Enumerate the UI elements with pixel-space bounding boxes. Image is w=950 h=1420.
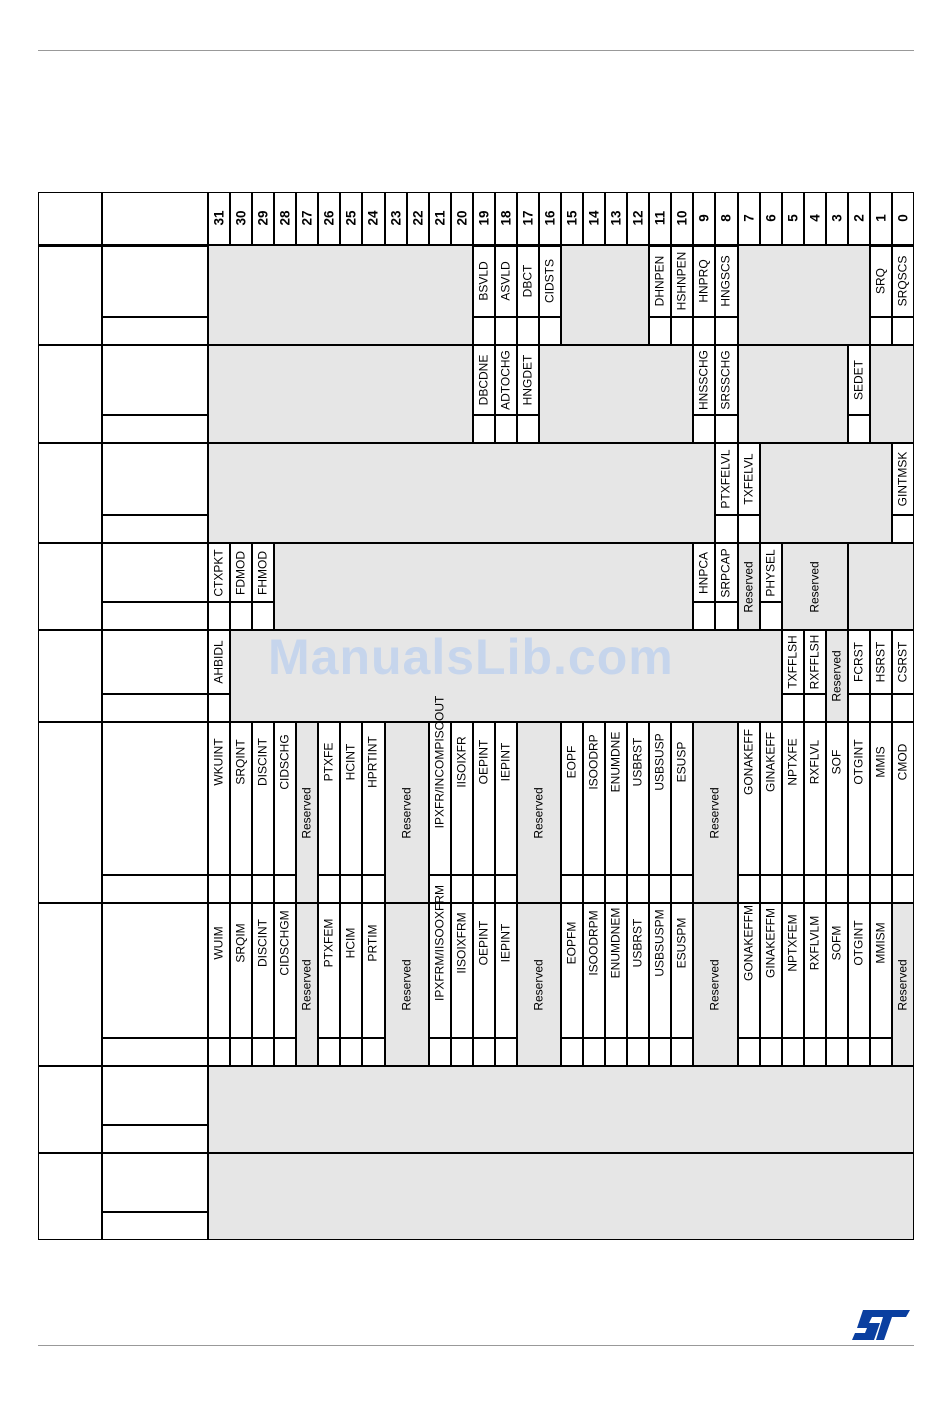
field-label: SOFM: [829, 925, 844, 961]
field-label: FHMOD: [255, 550, 270, 595]
field-label: PTXFEM: [321, 918, 336, 968]
reserved-area: [208, 345, 473, 443]
reserved-area: [870, 345, 914, 443]
field-label: SRQIM: [233, 923, 248, 963]
reset-value-cell: [517, 317, 539, 345]
reset-value-cell: [561, 875, 583, 903]
field-label: IEPINT: [498, 923, 513, 963]
field-label: Reserved: [531, 786, 546, 839]
reset-value-cell: [760, 1038, 782, 1066]
offset-cell: [38, 1153, 102, 1240]
field-label: Reserved: [707, 958, 722, 1011]
field-label: IPXFR/INCOMPISOOUT: [432, 695, 447, 829]
reset-value-cell: [208, 875, 230, 903]
bit-number: 3: [829, 214, 845, 222]
field-label: OEPINT: [476, 739, 491, 785]
field-label: WUIM: [211, 926, 226, 960]
field-label: PHYSEL: [763, 548, 778, 597]
bit-number: 25: [343, 210, 359, 226]
bit-number: 2: [851, 214, 867, 222]
bit-number: 8: [718, 214, 734, 222]
field-label: PTXFE: [321, 742, 336, 782]
reset-value-cell: [760, 602, 782, 630]
register-name-cell: [102, 543, 208, 602]
bit-number: 24: [365, 210, 381, 226]
field-label: CIDSCHG: [277, 734, 292, 790]
field-label: HCIM: [343, 927, 358, 959]
reset-value-label-cell: [102, 1038, 208, 1066]
offset-cell: [38, 722, 102, 903]
reset-value-cell: [495, 875, 517, 903]
field-label: SRQ: [873, 267, 888, 295]
bit-number: 11: [652, 210, 668, 226]
field-label: HSRST: [873, 641, 888, 683]
bit-number: 23: [388, 210, 404, 226]
field-label: GINAKEFF: [763, 731, 778, 793]
reset-value-cell: [495, 1038, 517, 1066]
reset-value-cell: [649, 317, 671, 345]
field-label: GONAKEFF: [741, 728, 756, 796]
field-label: USBRST: [630, 737, 645, 787]
reset-value-cell: [671, 317, 693, 345]
field-label: CTXPKT: [211, 548, 226, 597]
reset-value-label-cell: [102, 875, 208, 903]
field-label: USBRST: [630, 918, 645, 968]
reset-value-cell: [230, 602, 252, 630]
bit-number: 20: [454, 210, 470, 226]
bit-number: 30: [233, 210, 249, 226]
reserved-area: [208, 245, 473, 345]
bit-number: 4: [807, 214, 823, 222]
reset-value-cell: [804, 875, 826, 903]
reset-value-label-cell: [102, 1212, 208, 1240]
reset-value-cell: [473, 415, 495, 443]
reset-value-cell: [473, 1038, 495, 1066]
register-header-cell: [102, 192, 208, 245]
reset-value-cell: [892, 694, 914, 722]
reset-value-cell: [715, 415, 737, 443]
field-label: IISOIXFR: [454, 736, 469, 788]
field-label: FCRST: [851, 642, 866, 682]
field-label: TXFELVL: [741, 453, 756, 505]
field-label: ENUMDNE: [608, 731, 623, 793]
offset-cell: [38, 630, 102, 722]
reset-value-cell: [517, 415, 539, 443]
reset-value-cell: [495, 317, 517, 345]
field-label: SRQINT: [233, 739, 248, 785]
field-label: ISOODRP: [586, 734, 601, 790]
field-label: SRQSCS: [895, 255, 910, 307]
reset-value-cell: [715, 317, 737, 345]
reset-value-cell: [649, 875, 671, 903]
bit-number: 28: [277, 210, 293, 226]
reset-value-cell: [627, 875, 649, 903]
reset-value-cell: [318, 1038, 340, 1066]
reset-value-cell: [539, 317, 561, 345]
reset-value-cell: [274, 1038, 296, 1066]
reserved-area: [848, 543, 914, 630]
field-label: ADTOCHG: [498, 350, 513, 410]
reserved-area: [539, 345, 693, 443]
reset-value-cell: [340, 875, 362, 903]
field-label: OTGINT: [851, 920, 866, 966]
reset-value-cell: [760, 875, 782, 903]
reset-value-cell: [671, 1038, 693, 1066]
field-label: Reserved: [895, 958, 910, 1011]
field-label: HNPRQ: [696, 259, 711, 303]
reset-value-cell: [605, 1038, 627, 1066]
register-name-cell: [102, 345, 208, 415]
reset-value-cell: [561, 1038, 583, 1066]
bit-number: 7: [741, 214, 757, 222]
reset-value-cell: [782, 1038, 804, 1066]
bit-number: 5: [785, 214, 801, 222]
reset-value-cell: [870, 1038, 892, 1066]
bit-number: 12: [630, 210, 646, 226]
reset-value-cell: [738, 1038, 760, 1066]
reset-value-cell: [693, 317, 715, 345]
field-label: IPXFRM/IISOOXFRM: [432, 884, 447, 1002]
reset-value-cell: [892, 515, 914, 543]
offset-cell: [38, 903, 102, 1066]
field-label: EOPF: [564, 745, 579, 779]
reset-value-cell: [738, 515, 760, 543]
field-label: RXFFLSH: [807, 634, 822, 690]
reset-value-cell: [208, 602, 230, 630]
reset-value-cell: [208, 1038, 230, 1066]
offset-header-cell: [38, 192, 102, 245]
field-label: CIDSTS: [542, 258, 557, 304]
field-label: Reserved: [707, 786, 722, 839]
field-label: DBCT: [520, 264, 535, 298]
field-label: BSVLD: [476, 261, 491, 301]
reset-value-cell: [583, 875, 605, 903]
reset-value-label-cell: [102, 317, 208, 345]
reserved-area: [208, 1066, 914, 1153]
field-label: Reserved: [807, 560, 822, 613]
bit-number: 6: [763, 214, 779, 222]
reset-value-cell: [826, 875, 848, 903]
field-label: ENUMDNEM: [608, 907, 623, 979]
reserved-area: [561, 245, 649, 345]
field-label: HNSSCHG: [696, 349, 711, 411]
field-label: USBSUSP: [652, 733, 667, 791]
register-name-cell: [102, 443, 208, 515]
bit-number: 13: [608, 210, 624, 226]
field-label: Reserved: [829, 650, 844, 702]
field-label: HPRTINT: [365, 736, 380, 788]
field-label: Reserved: [399, 958, 414, 1011]
register-field: [340, 903, 362, 1038]
field-label: SOF: [829, 749, 844, 775]
offset-cell: [38, 245, 102, 345]
reset-value-cell: [605, 875, 627, 903]
bit-number: 1: [873, 214, 889, 222]
bit-number: 17: [520, 210, 536, 226]
reset-value-cell: [870, 694, 892, 722]
field-label: Reserved: [299, 958, 314, 1011]
field-label: FDMOD: [233, 550, 248, 595]
bit-number: 19: [476, 210, 492, 226]
register-field: [826, 903, 848, 1038]
reserved-area: [208, 443, 715, 543]
field-label: IEPINT: [498, 742, 513, 782]
field-label: RXFLVLM: [807, 915, 822, 971]
bit-number: 15: [564, 210, 580, 226]
field-label: OTGINT: [851, 739, 866, 785]
reset-value-cell: [782, 694, 804, 722]
field-label: GONAKEFFM: [741, 904, 756, 982]
field-label: SRPCAP: [718, 547, 733, 598]
reset-value-cell: [429, 1038, 451, 1066]
field-label: HSHNPEN: [674, 251, 689, 311]
reset-value-cell: [340, 1038, 362, 1066]
field-label: TXFFLSH: [785, 635, 800, 689]
field-label: EOPFM: [564, 921, 579, 965]
reset-value-cell: [362, 875, 384, 903]
field-label: AHBIDL: [211, 640, 226, 684]
register-name-cell: [102, 1066, 208, 1125]
reset-value-cell: [671, 875, 693, 903]
field-label: Reserved: [299, 786, 314, 839]
reset-value-cell: [826, 1038, 848, 1066]
field-label: GINAKEFFM: [763, 907, 778, 979]
field-label: DHNPEN: [652, 255, 667, 307]
reset-value-cell: [230, 875, 252, 903]
register-field: [870, 722, 892, 875]
field-label: IISOIXFRM: [454, 912, 469, 974]
field-label: DBCDNE: [476, 354, 491, 406]
reserved-area: [738, 245, 870, 345]
field-label: Reserved: [741, 560, 756, 613]
bit-number: 22: [410, 210, 426, 226]
reset-value-cell: [252, 602, 274, 630]
bit-number: 26: [321, 210, 337, 226]
register-name-cell: [102, 722, 208, 875]
field-label: PTXFELVL: [718, 449, 733, 509]
bit-number: 9: [696, 214, 712, 222]
reset-value-label-cell: [102, 602, 208, 630]
reset-value-cell: [804, 1038, 826, 1066]
reset-value-cell: [252, 1038, 274, 1066]
bit-number: 0: [895, 214, 911, 222]
bit-number: 27: [299, 210, 315, 226]
reset-value-cell: [892, 875, 914, 903]
reserved-area: [760, 443, 892, 543]
reset-value-cell: [473, 317, 495, 345]
st-logo-icon: [852, 1308, 912, 1342]
bit-number: 31: [211, 210, 227, 226]
field-label: RXFLVL: [807, 739, 822, 785]
bit-number: 18: [498, 210, 514, 226]
field-label: CSRST: [895, 641, 910, 683]
field-label: ESUSP: [674, 741, 689, 783]
reset-value-cell: [693, 415, 715, 443]
bit-number: 10: [674, 210, 690, 226]
field-label: MMISM: [873, 922, 888, 964]
offset-cell: [38, 345, 102, 443]
reset-value-cell: [848, 1038, 870, 1066]
reset-value-label-cell: [102, 1125, 208, 1153]
field-label: MMIS: [873, 746, 888, 778]
reset-value-cell: [715, 602, 737, 630]
field-label: CMOD: [895, 743, 910, 781]
field-label: HNPCA: [696, 551, 711, 594]
field-label: DISCINT: [255, 738, 270, 786]
reset-value-cell: [804, 694, 826, 722]
reset-value-label-cell: [102, 515, 208, 543]
reset-value-cell: [649, 1038, 671, 1066]
reset-value-cell: [870, 317, 892, 345]
field-label: HCINT: [343, 743, 358, 781]
reset-value-cell: [848, 694, 870, 722]
reset-value-label-cell: [102, 415, 208, 443]
reset-value-cell: [495, 415, 517, 443]
register-field: [362, 903, 384, 1038]
bit-number: 14: [586, 210, 602, 226]
reset-value-cell: [362, 1038, 384, 1066]
field-label: USBSUSPM: [652, 909, 667, 977]
field-label: DISCINT: [255, 919, 270, 967]
reserved-area: [274, 543, 693, 630]
register-name-cell: [102, 903, 208, 1038]
field-label: HNGSCS: [718, 255, 733, 307]
reset-value-cell: [738, 875, 760, 903]
field-label: WKUINT: [211, 738, 226, 786]
register-field: [826, 722, 848, 875]
field-label: OEPINT: [476, 920, 491, 966]
field-label: ASVLD: [498, 261, 513, 301]
reset-value-cell: [451, 875, 473, 903]
reset-value-cell: [715, 515, 737, 543]
register-field: [208, 903, 230, 1038]
reset-value-cell: [892, 317, 914, 345]
reserved-area: [208, 1153, 914, 1240]
register-name-cell: [102, 1153, 208, 1212]
field-label: Reserved: [531, 958, 546, 1011]
watermark: ManualsLib.com: [268, 629, 674, 685]
reset-value-cell: [318, 875, 340, 903]
bit-number: 16: [542, 210, 558, 226]
reset-value-cell: [782, 875, 804, 903]
reset-value-cell: [473, 875, 495, 903]
reset-value-cell: [693, 602, 715, 630]
reset-value-cell: [208, 694, 230, 722]
reset-value-label-cell: [102, 694, 208, 722]
offset-cell: [38, 1066, 102, 1153]
field-label: CIDSCHGM: [277, 910, 292, 976]
field-label: SRSSCHG: [718, 350, 733, 410]
field-label: SEDET: [851, 359, 866, 401]
reset-value-cell: [583, 1038, 605, 1066]
field-label: GINTMSK: [895, 451, 910, 507]
reserved-area: [738, 345, 848, 443]
field-label: PRTIM: [365, 924, 380, 962]
offset-cell: [38, 443, 102, 543]
register-name-cell: [102, 245, 208, 317]
field-label: ISOODRPM: [586, 910, 601, 976]
field-label: ESUSPM: [674, 917, 689, 969]
reset-value-cell: [848, 415, 870, 443]
reset-value-cell: [230, 1038, 252, 1066]
register-name-cell: [102, 630, 208, 694]
reset-value-cell: [870, 875, 892, 903]
reset-value-cell: [252, 875, 274, 903]
reset-value-cell: [848, 875, 870, 903]
field-label: NPTXFEM: [785, 914, 800, 972]
reset-value-cell: [274, 875, 296, 903]
field-label: HNGDET: [520, 354, 535, 406]
reset-value-cell: [451, 1038, 473, 1066]
offset-cell: [38, 543, 102, 630]
field-label: Reserved: [399, 786, 414, 839]
bit-number: 29: [255, 210, 271, 226]
field-label: NPTXFE: [785, 738, 800, 786]
bit-number: 21: [432, 210, 448, 226]
reset-value-cell: [627, 1038, 649, 1066]
